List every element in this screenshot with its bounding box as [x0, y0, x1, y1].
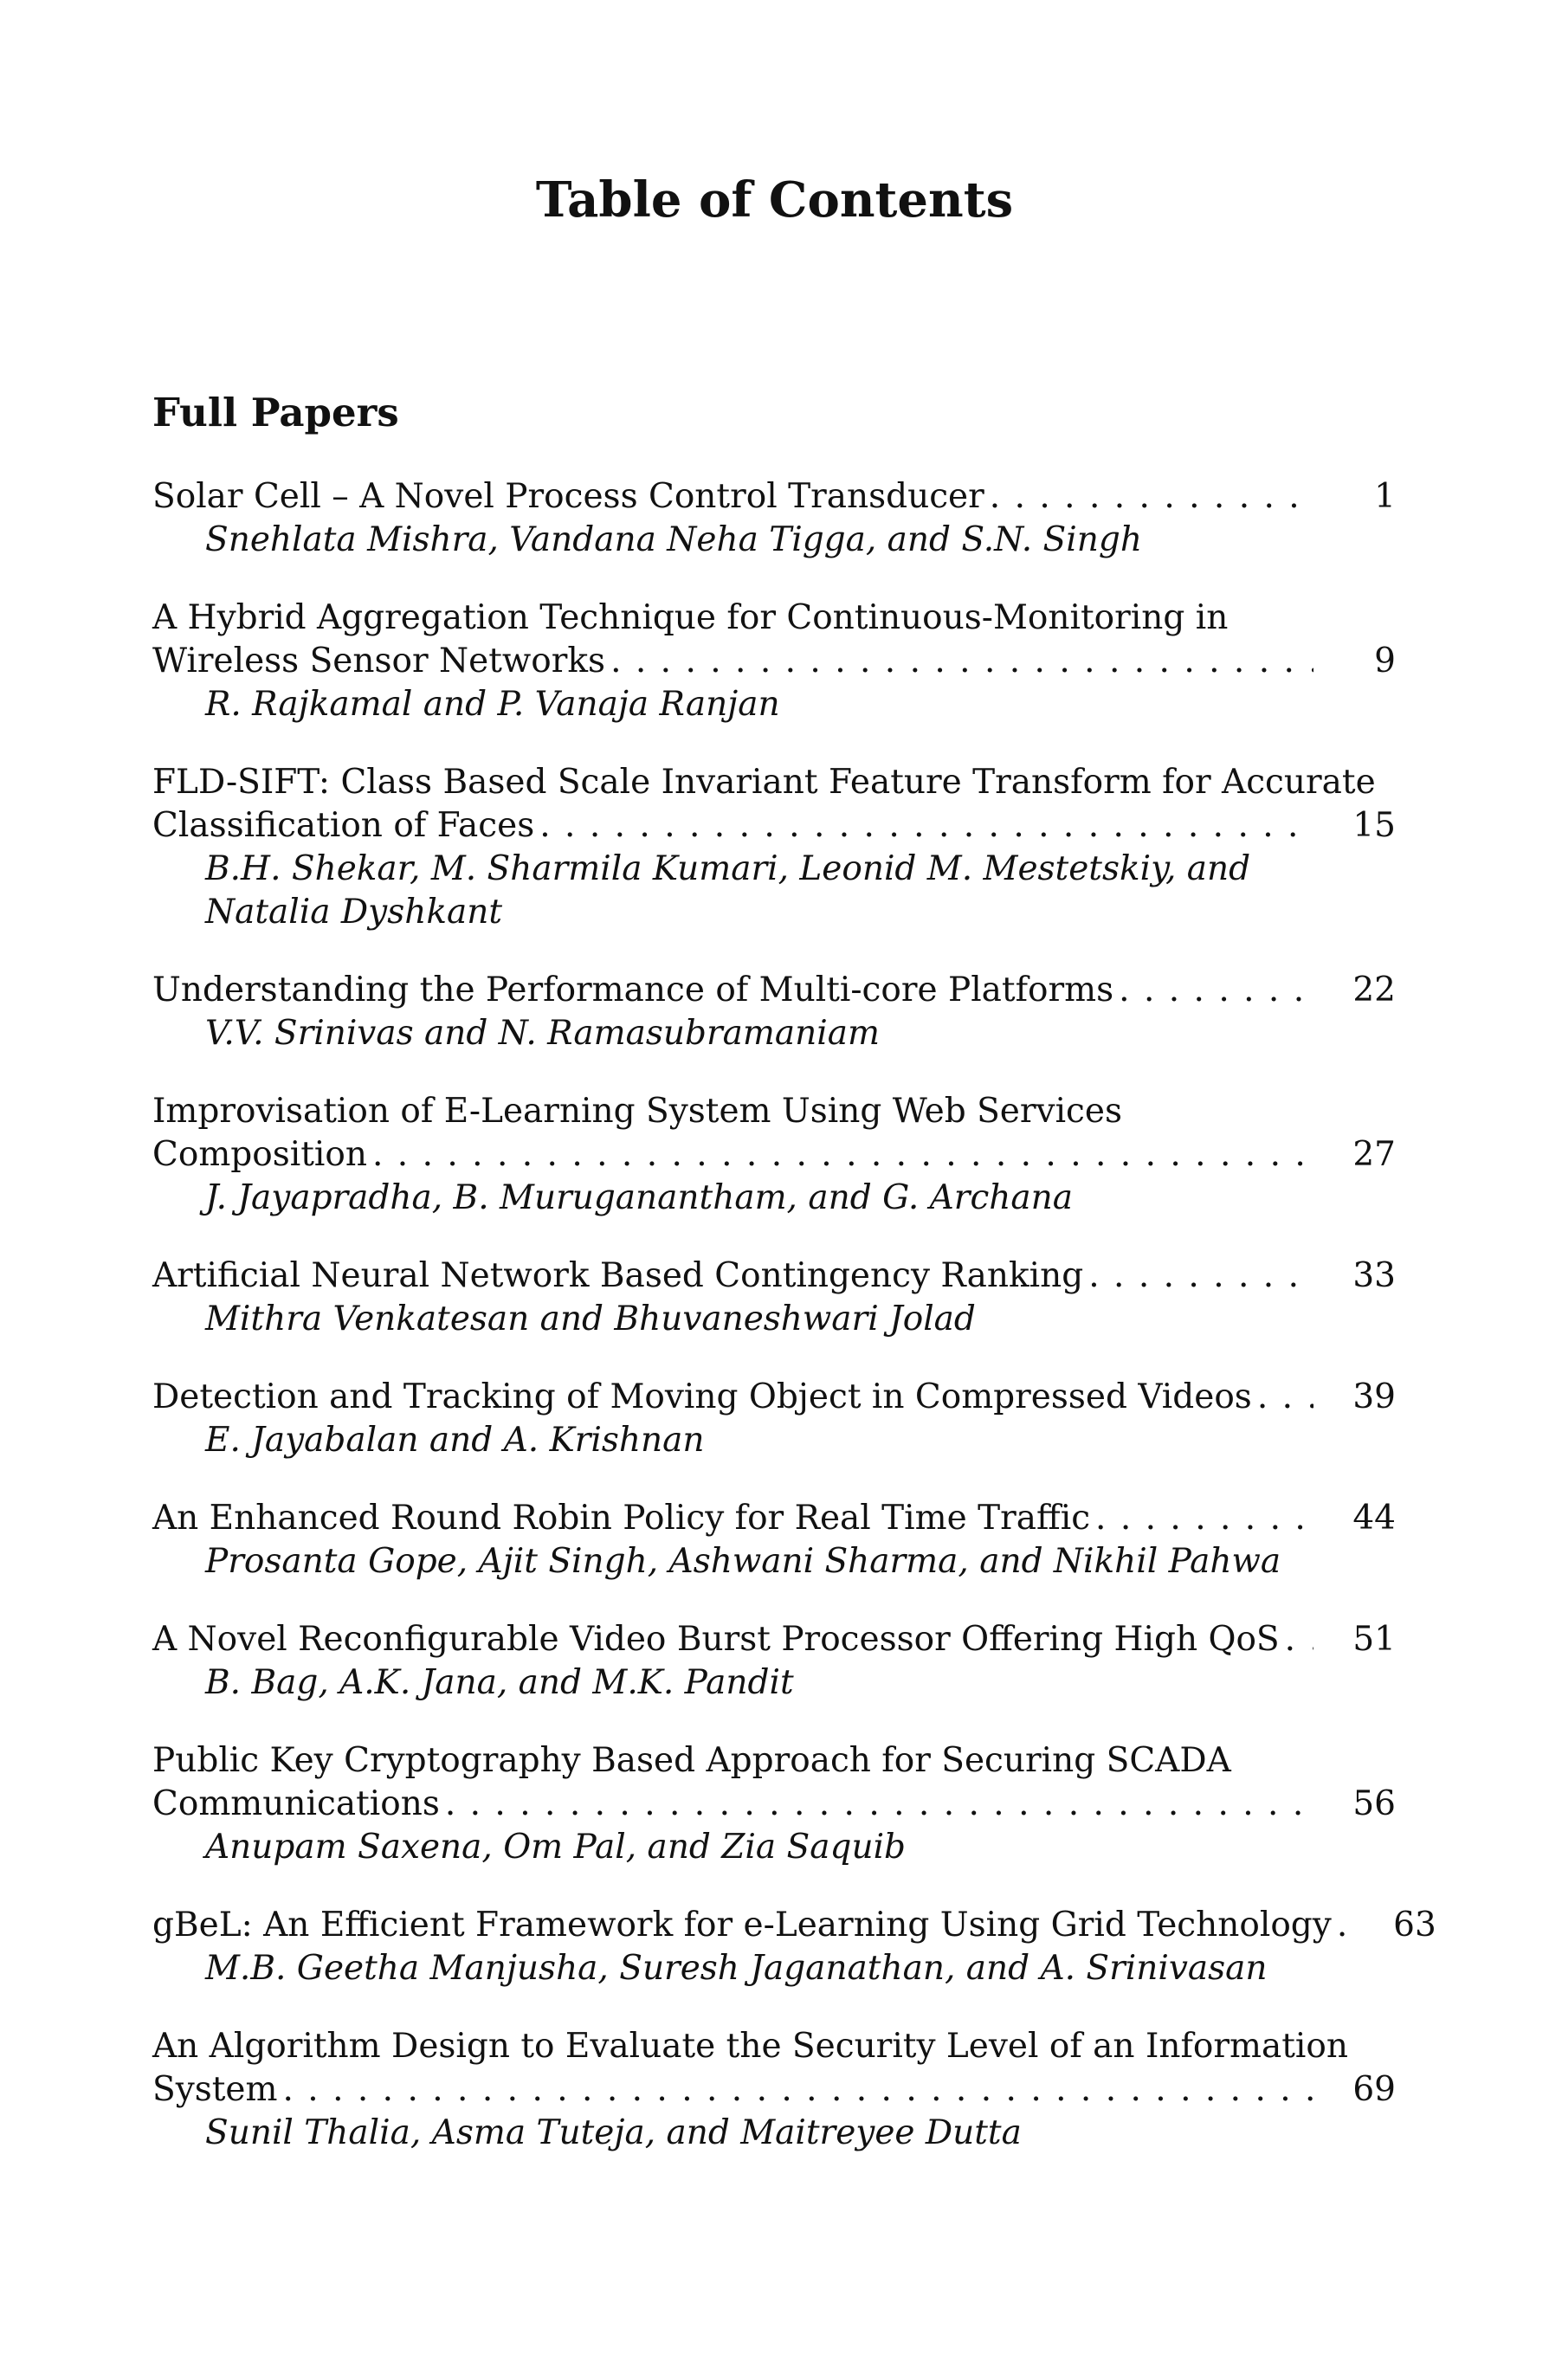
entry-spacer	[152, 1583, 1396, 1618]
entry-spacer	[152, 562, 1396, 597]
entry-title-final-line	[152, 475, 1396, 519]
dot-leader	[1337, 1904, 1354, 1947]
entry-title-text: Solar Cell – A Novel Process Control Transducer	[152, 477, 984, 516]
entry-spacer	[152, 1341, 1396, 1376]
dot-leader	[283, 2068, 1314, 2112]
entry-title-text: System	[152, 2070, 278, 2109]
dot-leader	[445, 1783, 1313, 1826]
dot-leader	[1088, 1254, 1313, 1298]
entry-authors: V.V. Srinivas and N. Ramasubramaniam	[205, 1014, 880, 1053]
page-number: 9	[1374, 642, 1396, 680]
page-title: Table of Contents	[535, 171, 1014, 229]
toc-entry[interactable]	[152, 761, 1396, 934]
entry-spacer	[152, 1990, 1396, 2025]
entry-title-text: An Enhanced Round Robin Policy for Real Time Traffic	[152, 1499, 1091, 1538]
entry-authors: R. Rajkamal and P. Vanaja Ranjan	[205, 685, 780, 724]
entry-title-final-line	[152, 804, 1396, 848]
page-number: 39	[1352, 1377, 1396, 1416]
entry-title-line: FLD-SIFT: Class Based Scale Invariant Feature Transform for Accurate	[152, 763, 1376, 802]
page-number: 44	[1352, 1499, 1396, 1538]
toc-entry[interactable]	[152, 1497, 1396, 1583]
entry-title-final-line	[152, 1254, 1396, 1298]
page-number: 56	[1352, 1784, 1396, 1823]
entry-title-final-line	[152, 1783, 1396, 1826]
toc-entry[interactable]	[152, 2025, 1396, 2155]
entry-authors: M.B. Geetha Manjusha, Suresh Jaganathan, and A. Srinivasan	[205, 1949, 1268, 1988]
page-number: 15	[1352, 806, 1396, 845]
entry-title-text: Communications	[152, 1784, 440, 1823]
entry-title-text: Understanding the Performance of Multi-core Platforms	[152, 971, 1114, 1009]
entry-authors: J. Jayapradha, B. Muruganantham, and G. Archana	[205, 1178, 1074, 1217]
entry-title-line: Public Key Cryptography Based Approach for Securing SCADA	[152, 1741, 1231, 1780]
toc-entry[interactable]	[152, 1904, 1436, 1990]
toc-entry[interactable]	[152, 1739, 1396, 1869]
entry-title-line: An Algorithm Design to Evaluate the Security Level of an Information	[152, 2027, 1348, 2066]
entry-spacer	[152, 1869, 1396, 1904]
toc-entry[interactable]	[152, 1618, 1396, 1705]
entry-authors: B. Bag, A.K. Jana, and M.K. Pandit	[205, 1663, 794, 1702]
entry-title-text: Wireless Sensor Networks	[152, 642, 606, 680]
entry-title-text: Classification of Faces	[152, 806, 535, 845]
toc-entry[interactable]	[152, 1090, 1396, 1220]
entry-title-final-line	[152, 1904, 1436, 1947]
entry-title-final-line	[152, 640, 1396, 683]
entry-spacer	[152, 934, 1396, 969]
entry-authors: Natalia Dyshkant	[205, 893, 503, 932]
entry-spacer	[152, 1220, 1396, 1254]
entry-authors: Anupam Saxena, Om Pal, and Zia Saquib	[205, 1828, 907, 1867]
page-number: 1	[1374, 477, 1396, 516]
dot-leader	[610, 640, 1313, 683]
entry-authors: B.H. Shekar, M. Sharmila Kumari, Leonid M. Mestetskiy, and	[205, 849, 1251, 888]
dot-leader	[1095, 1497, 1313, 1540]
entry-spacer	[152, 1462, 1396, 1497]
entry-title-final-line	[152, 1497, 1396, 1540]
entry-title-final-line	[152, 969, 1396, 1012]
dot-leader	[1285, 1618, 1313, 1661]
dot-leader	[1257, 1376, 1313, 1419]
toc-entry[interactable]	[152, 597, 1396, 726]
entry-title-text: Artificial Neural Network Based Contingency Ranking	[152, 1256, 1084, 1295]
entry-title-final-line	[152, 1133, 1396, 1177]
page-number: 63	[1393, 1906, 1436, 1945]
entry-title-final-line	[152, 1376, 1396, 1419]
entry-authors: E. Jayabalan and A. Krishnan	[205, 1421, 705, 1460]
page-number: 27	[1352, 1135, 1396, 1174]
entry-title-final-line	[152, 2068, 1396, 2112]
section-heading: Full Papers	[152, 390, 399, 435]
entry-authors: Sunil Thalia, Asma Tuteja, and Maitreyee Dutta	[205, 2113, 1022, 2152]
toc-entry[interactable]	[152, 1254, 1396, 1341]
dot-leader	[539, 804, 1313, 848]
dot-leader	[372, 1133, 1313, 1177]
page-number: 69	[1352, 2070, 1396, 2109]
page-number: 22	[1352, 971, 1396, 1009]
entry-title-line: A Hybrid Aggregation Technique for Continuous-Monitoring in	[152, 598, 1229, 637]
entry-spacer	[152, 726, 1396, 761]
dot-leader	[1119, 969, 1313, 1012]
entry-spacer	[152, 1705, 1396, 1739]
entry-authors: Prosanta Gope, Ajit Singh, Ashwani Sharma, and Nikhil Pahwa	[205, 1542, 1281, 1581]
entry-spacer	[152, 1055, 1396, 1090]
toc-entries	[152, 475, 1436, 2155]
entry-title-final-line	[152, 1618, 1396, 1661]
entry-title-line: Improvisation of E-Learning System Using Web Services	[152, 1092, 1122, 1131]
dot-leader	[990, 475, 1313, 519]
entry-title-text: Detection and Tracking of Moving Object in Compressed Videos	[152, 1377, 1252, 1416]
toc-entry[interactable]	[152, 475, 1396, 562]
entry-authors: Mithra Venkatesan and Bhuvaneshwari Jolad	[205, 1300, 976, 1338]
entry-title-text: gBeL: An Efficient Framework for e-Learning Using Grid Technology	[152, 1906, 1332, 1945]
entry-authors: Snehlata Mishra, Vandana Neha Tigga, and S.N. Singh	[205, 520, 1142, 559]
toc-entry[interactable]	[152, 969, 1396, 1055]
page-number: 51	[1352, 1620, 1396, 1659]
toc-entry[interactable]	[152, 1376, 1396, 1462]
entry-title-text: Composition	[152, 1135, 367, 1174]
page-number: 33	[1352, 1256, 1396, 1295]
entry-title-text: A Novel Reconfigurable Video Burst Processor Offering High QoS	[152, 1620, 1280, 1659]
